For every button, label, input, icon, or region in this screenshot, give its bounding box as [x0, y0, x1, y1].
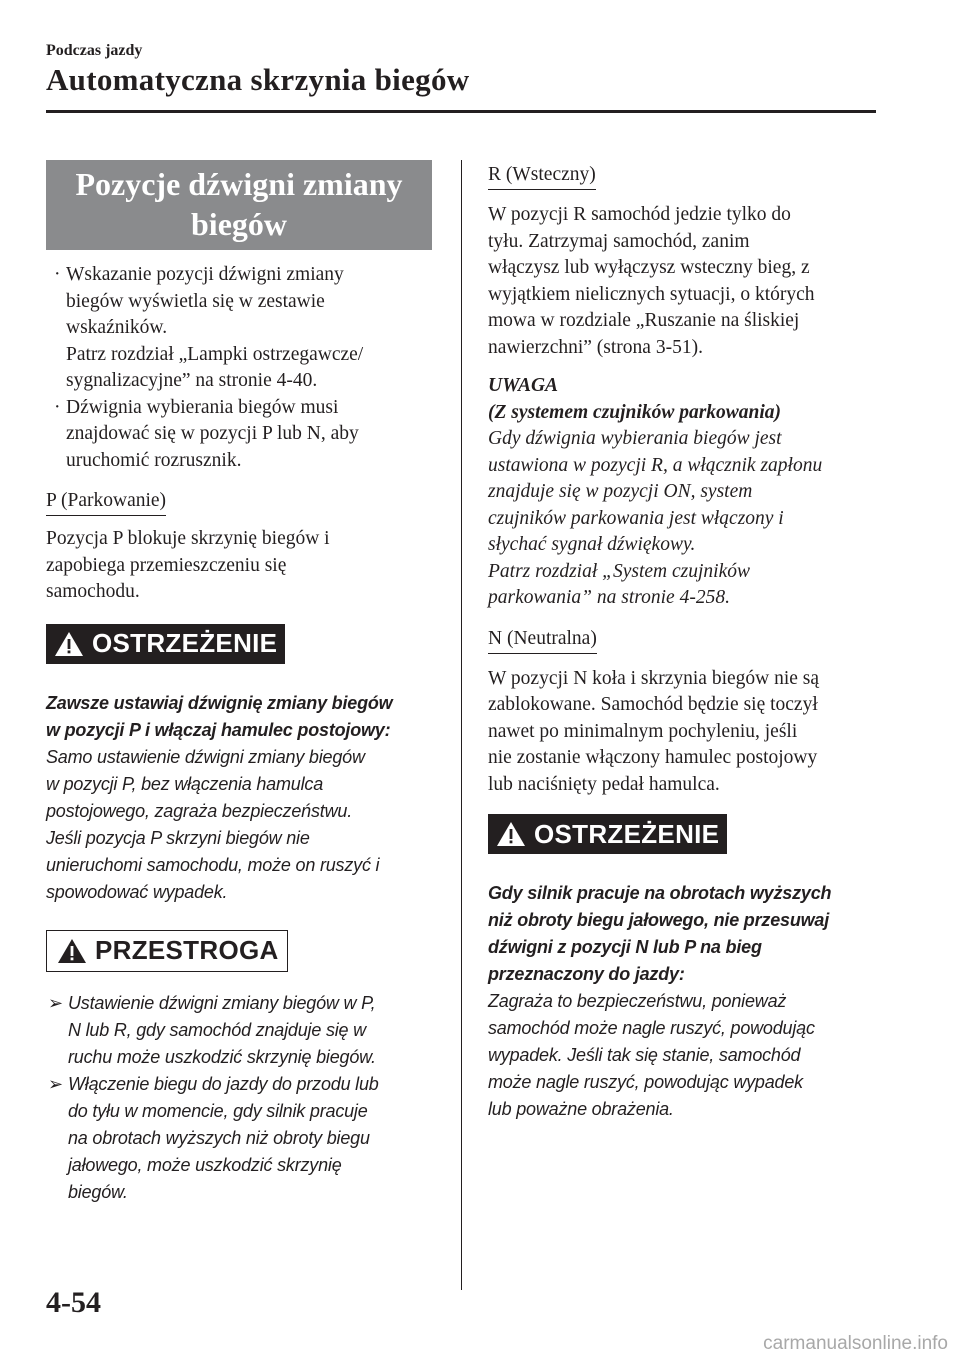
page-title: Automatyczna skrzynia biegów [46, 62, 470, 97]
p-heading: P (Parkowanie) [46, 488, 166, 516]
header-section: Podczas jazdy [46, 42, 143, 59]
right-column [488, 160, 888, 1123]
header-rule [46, 110, 876, 113]
note-block: UWAGA (Z systemem czujników parkowania) Gdy dźwignia wybierania biegów jest ustawiona w pozycji R, a włącznik zapłonu znajduje się w pozycji ON, system czujników parkowania jest włączony i słychać sygnał dźwiękowy. Patrz rozdział „System czujników parkowania” na stronie 4-258. [488, 373, 888, 612]
warning-label: OSTRZEŻENIE [92, 628, 278, 658]
warning-body: Gdy silnik pracuje na obrotach wyższych niż obroty biegu jałowego, nie przesuwaj dźwigni z pozycji N lub P na bieg przeznaczony do jazdy: Zagraża to bezpieczeństwu, ponieważ samochód może nagle ruszyć, powodując wypadek. Jeśli tak się stanie, samochód może nagle ruszyć, powodując wypadek lub poważne obrażenia. [488, 883, 832, 1119]
column-divider [461, 160, 462, 1290]
bullet-dot-icon: · [54, 396, 61, 418]
arrow-right-icon: ➢ [48, 992, 63, 1013]
caution-badge [46, 930, 288, 972]
bullet-dot-icon: · [54, 264, 61, 285]
p-paragraph: Pozycja P blokuje skrzynię biegów i zapobiega przemieszczeniu się samochodu. [46, 528, 330, 602]
caution-item: ➢ Włączenie biegu do jazdy do przodu lub do tyłu w momencie, gdy silnik pracuje na obrotach wyższych niż obroty biegu jałowego, może uszkodzić skrzynię biegów. [46, 1071, 436, 1206]
warning-triangle-icon [54, 631, 84, 657]
warning-badge [46, 624, 285, 664]
r-heading: R (Wsteczny) [488, 162, 596, 190]
arrow-right-icon: ➢ [48, 1073, 63, 1094]
watermark: carmanualsonline.info [763, 1333, 948, 1354]
warning-badge [488, 814, 727, 854]
page-number: 4-54 [46, 1286, 101, 1319]
n-heading: N (Neutralna) [488, 626, 597, 654]
caution-item: ➢ Ustawienie dźwigni zmiany biegów w P, N lub R, gdy samochód znajduje się w ruchu może uszkodzić skrzynię biegów. [46, 990, 436, 1071]
warning-label: OSTRZEŻENIE [534, 818, 720, 849]
warning-body: Zawsze ustawiaj dźwignię zmiany biegów w pozycji P i włączaj hamulec postojowy: Samo ustawienie dźwigni zmiany biegów w pozycji P, bez włączenia hamulca postojowego, zagraża bezpieczeństwu. Jeśli pozycja P skrzyni biegów nie unieruchomi samochodu, może on ruszyć i spowodować wypadek. [46, 692, 393, 902]
bullet-item: · Dźwignia wybierania biegów musi znajdować się w pozycji P lub N, aby uruchomić rozrusznik. [54, 396, 359, 471]
bullet-list [46, 262, 436, 474]
section-title-box [46, 160, 432, 250]
section-title-line1: Pozycje dźwigni zmiany [75, 166, 403, 202]
note-label: UWAGA [488, 375, 559, 396]
warning-triangle-icon [496, 821, 526, 847]
caution-list [46, 990, 436, 1206]
caution-triangle-icon [57, 938, 87, 964]
left-column [46, 160, 436, 1206]
bullet-item: · Wskazanie pozycji dźwigni zmiany biegów wyświetla się w zestawie wskaźników. Patrz rozdział „Lampki ostrzegawcze/ sygnalizacyjne” na stronie 4-40. [54, 264, 364, 391]
section-title-line2: biegów [191, 206, 287, 242]
caution-label: PRZESTROGA [95, 935, 279, 965]
n-paragraph: W pozycji N koła i skrzynia biegów nie są zablokowane. Samochód będzie się toczył nawet po minimalnym pochyleniu, jeśli nie zostanie włączony hamulec postojowy lub naciśnięty pedał hamulca. [488, 667, 820, 795]
r-paragraph: W pozycji R samochód jedzie tylko do tyłu. Zatrzymaj samochód, zanim włączysz lub wyłączysz wsteczny bieg, z wyjątkiem nielicznych sytuacji, o których mowa w rozdziale „Ruszanie na śliskiej nawierzchni” (strona 3-51). [488, 204, 815, 358]
note-subtitle: (Z systemem czujników parkowania) [488, 401, 782, 423]
